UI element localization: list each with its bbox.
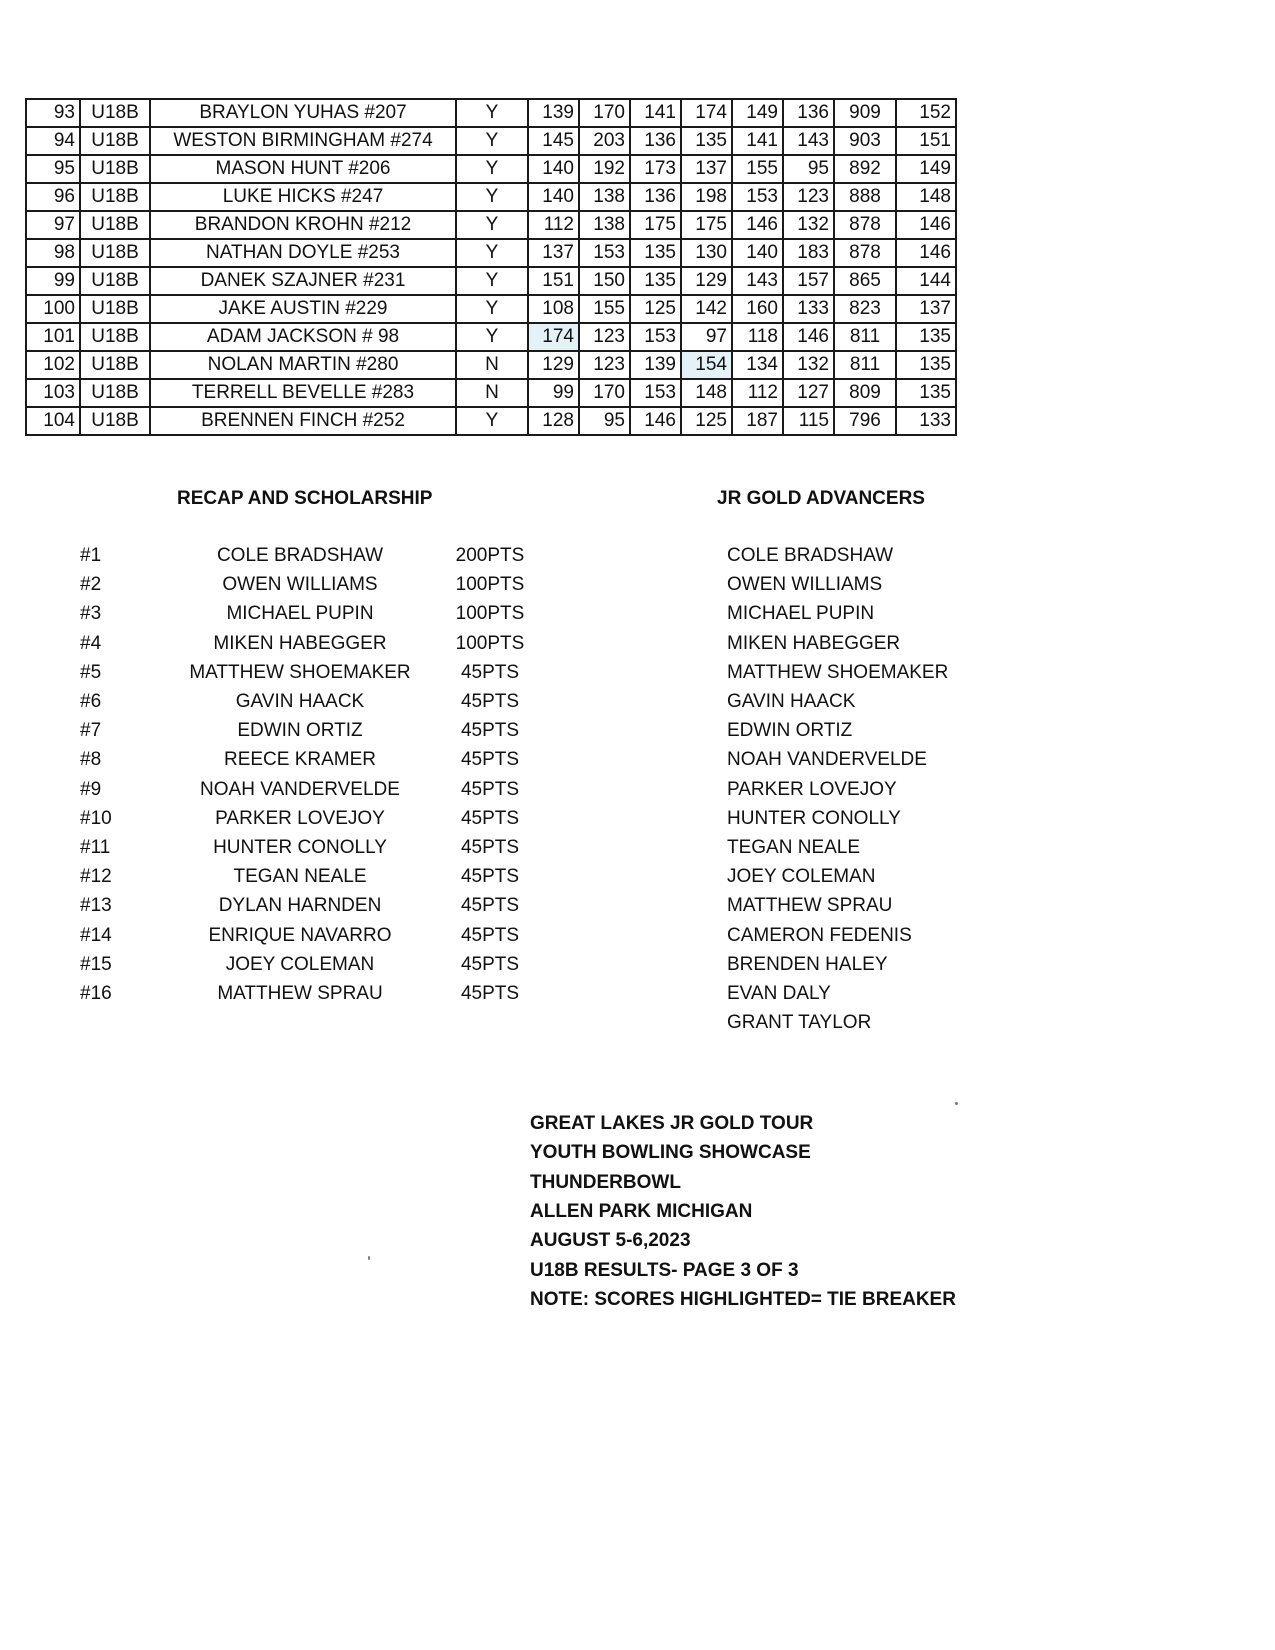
advancer-name: GRANT TAYLOR xyxy=(727,1012,872,1034)
advancer-name: OWEN WILLIAMS xyxy=(727,574,883,596)
game-score-cell: 136 xyxy=(630,127,681,155)
table-row xyxy=(26,127,956,155)
game-score-cell: 123 xyxy=(579,351,630,379)
bowler-name-cell: NATHAN DOYLE #253 xyxy=(150,239,456,267)
event-info-line: AUGUST 5-6,2023 xyxy=(530,1230,691,1252)
division-cell: U18B xyxy=(80,155,150,183)
game-score-cell: 155 xyxy=(579,295,630,323)
total-pins-cell: 823 xyxy=(834,295,896,323)
advancer-name: MATTHEW SPRAU xyxy=(727,895,893,917)
total-pins-cell: 796 xyxy=(834,407,896,435)
advancer-name: JOEY COLEMAN xyxy=(727,866,876,888)
recap-points: 45PTS xyxy=(460,661,520,683)
game-score-cell: 123 xyxy=(579,323,630,351)
game-score-cell: 157 xyxy=(783,267,834,295)
table-row xyxy=(26,183,956,211)
game-score-cell: 112 xyxy=(732,379,783,407)
recap-position: #12 xyxy=(80,866,112,888)
event-info-line: U18B RESULTS- PAGE 3 OF 3 xyxy=(530,1259,799,1281)
eligibility-flag-cell: Y xyxy=(456,323,528,351)
recap-name: TEGAN NEALE xyxy=(233,866,367,888)
advancers-heading: JR GOLD ADVANCERS xyxy=(717,488,925,509)
rank-cell: 96 xyxy=(26,183,80,211)
table-row xyxy=(26,323,956,351)
recap-position: #6 xyxy=(80,691,102,712)
recap-name: NOAH VANDERVELDE xyxy=(200,778,400,800)
game-score-cell: 187 xyxy=(732,407,783,435)
eligibility-flag-cell: N xyxy=(456,379,528,407)
game-score-cell: 123 xyxy=(783,183,834,211)
game-score-cell: 108 xyxy=(528,295,579,323)
recap-entry xyxy=(0,541,700,571)
table-row xyxy=(26,239,956,267)
game-score-cell: 150 xyxy=(579,267,630,295)
recap-points: 45PTS xyxy=(460,953,520,975)
recap-points: 45PTS xyxy=(460,924,520,946)
game-score-cell: 175 xyxy=(681,211,732,239)
eligibility-flag-cell: Y xyxy=(456,99,528,127)
game-score-cell: 153 xyxy=(732,183,783,211)
table-row xyxy=(26,211,956,239)
total-pins-cell: 888 xyxy=(834,183,896,211)
recap-points: 45PTS xyxy=(460,983,520,1004)
game-score-cell: 132 xyxy=(783,351,834,379)
recap-points: 45PTS xyxy=(460,749,520,771)
recap-entry xyxy=(0,891,700,921)
recap-points: 100PTS xyxy=(455,574,525,596)
game-score-cell: 192 xyxy=(579,155,630,183)
recap-points: 45PTS xyxy=(460,895,520,917)
recap-heading: RECAP AND SCHOLARSHIP xyxy=(177,488,433,509)
game-score-cell: 145 xyxy=(528,127,579,155)
eligibility-flag-cell: Y xyxy=(456,407,528,435)
recap-name: PARKER LOVEJOY xyxy=(215,807,385,829)
total-pins-cell: 865 xyxy=(834,267,896,295)
advancer-name: GAVIN HAACK xyxy=(727,691,856,712)
game-score-cell: 136 xyxy=(630,183,681,211)
average-cell: 146 xyxy=(896,239,956,267)
game-score-cell: 139 xyxy=(528,99,579,127)
advancer-name: MICHAEL PUPIN xyxy=(727,603,875,625)
rank-cell: 103 xyxy=(26,379,80,407)
advancer-name: BRENDEN HALEY xyxy=(727,953,888,975)
game-score-cell: 170 xyxy=(579,99,630,127)
recap-position: #14 xyxy=(80,924,112,946)
bowler-name-cell: BRAYLON YUHAS #207 xyxy=(150,99,456,127)
rank-cell: 95 xyxy=(26,155,80,183)
recap-points: 45PTS xyxy=(460,807,520,829)
recap-name: DYLAN HARNDEN xyxy=(218,895,382,917)
game-score-cell: 151 xyxy=(528,267,579,295)
division-cell: U18B xyxy=(80,211,150,239)
average-cell: 133 xyxy=(896,407,956,435)
eligibility-flag-cell: Y xyxy=(456,211,528,239)
bowler-name-cell: MASON HUNT #206 xyxy=(150,155,456,183)
recap-entry xyxy=(0,921,700,951)
recap-points: 45PTS xyxy=(460,691,520,712)
advancer-name: EVAN DALY xyxy=(727,983,831,1004)
advancer-name: MATTHEW SHOEMAKER xyxy=(727,661,949,683)
division-cell: U18B xyxy=(80,351,150,379)
game-score-cell: 140 xyxy=(528,183,579,211)
recap-points: 45PTS xyxy=(460,866,520,888)
table-row xyxy=(26,267,956,295)
division-cell: U18B xyxy=(80,379,150,407)
game-score-cell: 95 xyxy=(579,407,630,435)
bowler-name-cell: BRENNEN FINCH #252 xyxy=(150,407,456,435)
recap-name: GAVIN HAACK xyxy=(235,691,365,712)
recap-entry xyxy=(0,804,700,834)
game-score-cell: 138 xyxy=(579,183,630,211)
advancer-name: NOAH VANDERVELDE xyxy=(727,749,927,771)
rank-cell: 100 xyxy=(26,295,80,323)
game-score-cell: 132 xyxy=(783,211,834,239)
recap-position: #3 xyxy=(80,603,102,625)
recap-points: 45PTS xyxy=(460,778,520,800)
advancer-name: EDWIN ORTIZ xyxy=(727,720,853,742)
game-score-cell-tiebreaker: 174 xyxy=(528,323,579,351)
recap-entry xyxy=(0,979,700,1009)
bowler-name-cell: NOLAN MARTIN #280 xyxy=(150,351,456,379)
average-cell: 151 xyxy=(896,127,956,155)
bowler-name-cell: WESTON BIRMINGHAM #274 xyxy=(150,127,456,155)
recap-name: COLE BRADSHAW xyxy=(216,545,384,566)
recap-position: #7 xyxy=(80,720,102,742)
game-score-cell: 149 xyxy=(732,99,783,127)
total-pins-cell: 903 xyxy=(834,127,896,155)
eligibility-flag-cell: Y xyxy=(456,127,528,155)
eligibility-flag-cell: N xyxy=(456,351,528,379)
rank-cell: 101 xyxy=(26,323,80,351)
division-cell: U18B xyxy=(80,127,150,155)
game-score-cell: 170 xyxy=(579,379,630,407)
recap-position: #1 xyxy=(80,545,102,566)
game-score-cell: 153 xyxy=(579,239,630,267)
recap-name: MATTHEW SHOEMAKER xyxy=(189,661,411,683)
game-score-cell: 97 xyxy=(681,323,732,351)
total-pins-cell: 811 xyxy=(834,351,896,379)
game-score-cell: 135 xyxy=(681,127,732,155)
average-cell: 144 xyxy=(896,267,956,295)
recap-entry xyxy=(0,629,700,659)
recap-position: #5 xyxy=(80,661,102,683)
recap-entry xyxy=(0,862,700,892)
event-info-line: ALLEN PARK MICHIGAN xyxy=(530,1200,753,1222)
total-pins-cell: 809 xyxy=(834,379,896,407)
table-row xyxy=(26,155,956,183)
eligibility-flag-cell: Y xyxy=(456,155,528,183)
recap-position: #13 xyxy=(80,895,112,917)
table-row xyxy=(26,351,956,379)
division-cell: U18B xyxy=(80,267,150,295)
average-cell: 135 xyxy=(896,379,956,407)
event-info-line: THUNDERBOWL xyxy=(530,1171,681,1193)
average-cell: 152 xyxy=(896,99,956,127)
table-row xyxy=(26,99,956,127)
recap-name: MIKEN HABEGGER xyxy=(213,632,387,654)
recap-entry xyxy=(0,833,700,863)
recap-position: #11 xyxy=(80,837,111,858)
game-score-cell: 155 xyxy=(732,155,783,183)
game-score-cell: 125 xyxy=(630,295,681,323)
game-score-cell: 130 xyxy=(681,239,732,267)
division-cell: U18B xyxy=(80,295,150,323)
average-cell: 146 xyxy=(896,211,956,239)
game-score-cell: 173 xyxy=(630,155,681,183)
advancer-name: CAMERON FEDENIS xyxy=(727,924,912,946)
game-score-cell: 118 xyxy=(732,323,783,351)
rank-cell: 97 xyxy=(26,211,80,239)
rank-cell: 94 xyxy=(26,127,80,155)
average-cell: 135 xyxy=(896,351,956,379)
eligibility-flag-cell: Y xyxy=(456,295,528,323)
advancer-name: HUNTER CONOLLY xyxy=(727,807,901,829)
recap-name: HUNTER CONOLLY xyxy=(213,837,387,858)
game-score-cell: 141 xyxy=(732,127,783,155)
recap-name: OWEN WILLIAMS xyxy=(222,574,378,596)
game-score-cell: 127 xyxy=(783,379,834,407)
rank-cell: 102 xyxy=(26,351,80,379)
table-row xyxy=(26,295,956,323)
eligibility-flag-cell: Y xyxy=(456,239,528,267)
rank-cell: 99 xyxy=(26,267,80,295)
game-score-cell: 153 xyxy=(630,323,681,351)
game-score-cell: 115 xyxy=(783,407,834,435)
rank-cell: 98 xyxy=(26,239,80,267)
average-cell: 148 xyxy=(896,183,956,211)
division-cell: U18B xyxy=(80,407,150,435)
game-score-cell: 134 xyxy=(732,351,783,379)
game-score-cell: 140 xyxy=(732,239,783,267)
game-score-cell: 135 xyxy=(630,267,681,295)
event-info-line: GREAT LAKES JR GOLD TOUR xyxy=(530,1113,814,1134)
game-score-cell: 99 xyxy=(528,379,579,407)
game-score-cell: 133 xyxy=(783,295,834,323)
game-score-cell: 95 xyxy=(783,155,834,183)
recap-position: #9 xyxy=(80,778,102,800)
game-score-cell: 148 xyxy=(681,379,732,407)
division-cell: U18B xyxy=(80,99,150,127)
recap-name: REECE KRAMER xyxy=(223,749,377,771)
rank-cell: 93 xyxy=(26,99,80,127)
bowler-name-cell: DANEK SZAJNER #231 xyxy=(150,267,456,295)
results-table-body xyxy=(26,99,956,435)
eligibility-flag-cell: Y xyxy=(456,183,528,211)
total-pins-cell: 892 xyxy=(834,155,896,183)
game-score-cell: 146 xyxy=(783,323,834,351)
game-score-cell: 140 xyxy=(528,155,579,183)
division-cell: U18B xyxy=(80,239,150,267)
game-score-cell: 142 xyxy=(681,295,732,323)
bowler-name-cell: JAKE AUSTIN #229 xyxy=(150,295,456,323)
recap-points: 100PTS xyxy=(455,632,525,654)
recap-entry xyxy=(0,570,700,600)
game-score-cell: 146 xyxy=(732,211,783,239)
game-score-cell: 143 xyxy=(783,127,834,155)
event-info-line: NOTE: SCORES HIGHLIGHTED= TIE BREAKER xyxy=(530,1288,956,1310)
game-score-cell: 112 xyxy=(528,211,579,239)
recap-entry xyxy=(0,687,700,717)
average-cell: 149 xyxy=(896,155,956,183)
table-row xyxy=(26,379,956,407)
game-score-cell: 137 xyxy=(681,155,732,183)
recap-name: ENRIQUE NAVARRO xyxy=(208,924,392,946)
game-score-cell: 129 xyxy=(681,267,732,295)
advancer-name: MIKEN HABEGGER xyxy=(727,632,901,654)
recap-position: #16 xyxy=(80,983,112,1004)
total-pins-cell: 909 xyxy=(834,99,896,127)
recap-points: 100PTS xyxy=(455,603,525,625)
game-score-cell: 139 xyxy=(630,351,681,379)
results-table xyxy=(25,98,957,436)
bowler-name-cell: LUKE HICKS #247 xyxy=(150,183,456,211)
recap-position: #8 xyxy=(80,749,102,771)
advancer-name: PARKER LOVEJOY xyxy=(727,778,897,800)
game-score-cell: 198 xyxy=(681,183,732,211)
total-pins-cell: 878 xyxy=(834,211,896,239)
recap-position: #4 xyxy=(80,632,102,654)
recap-entry xyxy=(0,599,700,629)
average-cell: 135 xyxy=(896,323,956,351)
game-score-cell: 138 xyxy=(579,211,630,239)
game-score-cell: 128 xyxy=(528,407,579,435)
game-score-cell: 183 xyxy=(783,239,834,267)
rank-cell: 104 xyxy=(26,407,80,435)
game-score-cell: 141 xyxy=(630,99,681,127)
division-cell: U18B xyxy=(80,183,150,211)
recap-entry xyxy=(0,658,700,688)
advancer-name: COLE BRADSHAW xyxy=(727,545,894,566)
event-info-line: YOUTH BOWLING SHOWCASE xyxy=(530,1142,811,1164)
recap-name: MICHAEL PUPIN xyxy=(226,603,374,625)
recap-entry xyxy=(0,745,700,775)
division-cell: U18B xyxy=(80,323,150,351)
game-score-cell: 137 xyxy=(528,239,579,267)
total-pins-cell: 811 xyxy=(834,323,896,351)
table-row xyxy=(26,407,956,435)
recap-points: 45PTS xyxy=(460,837,520,858)
game-score-cell: 153 xyxy=(630,379,681,407)
recap-points: 45PTS xyxy=(460,720,520,742)
recap-name: MATTHEW SPRAU xyxy=(217,983,383,1004)
average-cell: 137 xyxy=(896,295,956,323)
scan-speck xyxy=(368,1256,370,1260)
recap-position: #2 xyxy=(80,574,102,596)
game-score-cell: 129 xyxy=(528,351,579,379)
recap-entry xyxy=(0,950,700,980)
game-score-cell: 135 xyxy=(630,239,681,267)
game-score-cell: 203 xyxy=(579,127,630,155)
bowler-name-cell: ADAM JACKSON # 98 xyxy=(150,323,456,351)
bowler-name-cell: BRANDON KROHN #212 xyxy=(150,211,456,239)
total-pins-cell: 878 xyxy=(834,239,896,267)
game-score-cell: 174 xyxy=(681,99,732,127)
recap-position: #15 xyxy=(80,953,112,975)
game-score-cell: 125 xyxy=(681,407,732,435)
game-score-cell-tiebreaker: 154 xyxy=(681,351,732,379)
game-score-cell: 136 xyxy=(783,99,834,127)
game-score-cell: 146 xyxy=(630,407,681,435)
scan-speck xyxy=(955,1102,958,1105)
eligibility-flag-cell: Y xyxy=(456,267,528,295)
bowler-name-cell: TERRELL BEVELLE #283 xyxy=(150,379,456,407)
recap-name: JOEY COLEMAN xyxy=(225,953,375,975)
game-score-cell: 143 xyxy=(732,267,783,295)
recap-name: EDWIN ORTIZ xyxy=(237,720,363,742)
recap-position: #10 xyxy=(80,807,112,829)
recap-entry xyxy=(0,716,700,746)
game-score-cell: 175 xyxy=(630,211,681,239)
recap-entry xyxy=(0,775,700,805)
game-score-cell: 160 xyxy=(732,295,783,323)
recap-points: 200PTS xyxy=(455,545,525,566)
advancer-name: TEGAN NEALE xyxy=(727,837,861,858)
